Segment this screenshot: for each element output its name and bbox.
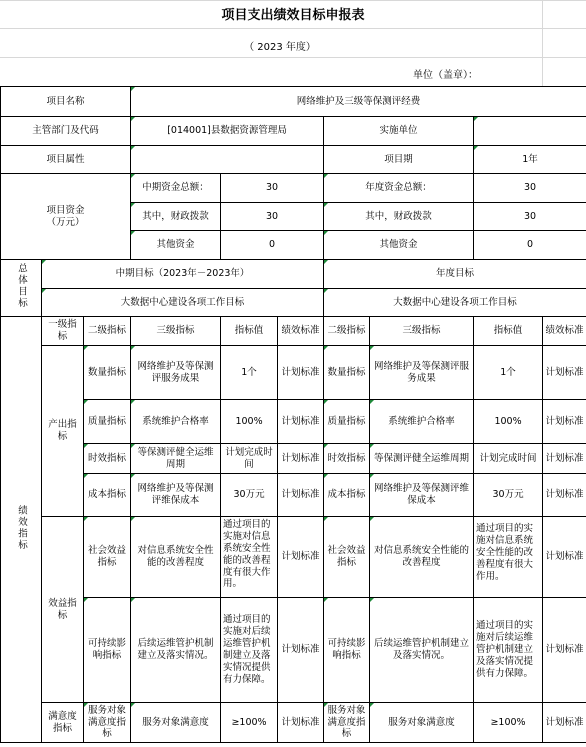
indicator-row-l2: 成本指标	[84, 474, 131, 517]
indicator-row-standard-annual[interactable]: 计划标准	[543, 474, 586, 517]
indicator-row-l2: 服务对象满意度指标	[84, 703, 131, 743]
project-funds-label: 项目资金 （万元）	[1, 174, 131, 260]
indicator-row-value[interactable]: ≥100%	[221, 703, 278, 743]
overall-target-label	[1, 260, 42, 317]
indicator-row-value-annual[interactable]: 100%	[474, 400, 543, 444]
indicator-row-l3[interactable]: 后续运维管护机制建立及落实情况。	[131, 598, 221, 703]
project-period-value[interactable]: 1年	[474, 146, 586, 174]
col-level3: 三级指标	[131, 317, 221, 346]
indicator-row-value-annual[interactable]: 1个	[474, 346, 543, 400]
indicator-row-l3-annual[interactable]: 等保测评健全运维周期	[370, 444, 474, 474]
year-fiscal-label: 其中，财政拨款	[324, 203, 474, 231]
implementing-unit-label: 实施单位	[324, 117, 474, 146]
form-title: 项目支出绩效目标申报表	[221, 8, 365, 23]
col-standard: 绩效标准	[278, 317, 324, 346]
col-level1: 一级指标	[42, 317, 84, 346]
col-level2: 二级指标	[84, 317, 131, 346]
department-label: 主管部门及代码	[1, 117, 131, 146]
indicator-row-value-annual[interactable]: 30万元	[474, 474, 543, 517]
indicator-row-l3-annual[interactable]: 对信息系统安全性能的改善程度	[370, 517, 474, 598]
project-name-value[interactable]: 网络维护及三级等保测评经费	[131, 87, 586, 117]
indicator-row-l3[interactable]: 网络维护及等保测评服务成果	[131, 346, 221, 400]
indicator-row-l3[interactable]: 等保测评健全运维周期	[131, 444, 221, 474]
indicator-row-l2-annual: 时效指标	[324, 444, 370, 474]
col-standard-annual: 绩效标准	[543, 317, 586, 346]
mid-total-value[interactable]: 30	[221, 174, 324, 203]
project-attribute-label: 项目属性	[1, 146, 131, 174]
indicator-row-standard-annual[interactable]: 计划标准	[543, 346, 586, 400]
indicator-row-standard[interactable]: 计划标准	[278, 598, 324, 703]
performance-indicator-text: 绩效指标	[15, 504, 27, 551]
col-value: 指标值	[221, 317, 278, 346]
indicator-row-standard[interactable]: 计划标准	[278, 444, 324, 474]
benefit-indicator-label: 效益指标	[42, 517, 84, 703]
indicator-row-value-annual[interactable]: ≥100%	[474, 703, 543, 743]
indicator-row-l2: 数量指标	[84, 346, 131, 400]
indicator-row-l2: 时效指标	[84, 444, 131, 474]
unit-seal-label: 单位（盖章）：	[413, 70, 478, 81]
indicator-row-standard-annual[interactable]: 计划标准	[543, 703, 586, 743]
indicator-row-l3-annual[interactable]: 后续运维管护机制建立及落实情况。	[370, 598, 474, 703]
mid-term-target-text[interactable]: 大数据中心建设各项工作目标	[42, 289, 324, 317]
year-label: （ 2023 年度）	[244, 42, 316, 53]
indicator-row-value[interactable]: 1个	[221, 346, 278, 400]
indicator-row-l2: 社会效益指标	[84, 517, 131, 598]
indicator-row-standard-annual[interactable]: 计划标准	[543, 444, 586, 474]
indicator-row-l3[interactable]: 服务对象满意度	[131, 703, 221, 743]
project-period-label: 项目期	[324, 146, 474, 174]
annual-target-text[interactable]: 大数据中心建设各项工作目标	[324, 289, 586, 317]
indicator-row-l2-annual: 社会效益指标	[324, 517, 370, 598]
indicator-row-value-annual[interactable]: 通过项目的实施对信息系统安全性能的改善程度有很大作用。	[474, 517, 543, 598]
indicator-row-standard-annual[interactable]: 计划标准	[543, 517, 586, 598]
indicator-row-standard[interactable]: 计划标准	[278, 346, 324, 400]
indicator-row-standard[interactable]: 计划标准	[278, 517, 324, 598]
indicator-row-l2: 可持续影响指标	[84, 598, 131, 703]
indicator-row-l3-annual[interactable]: 服务对象满意度	[370, 703, 474, 743]
project-name-label: 项目名称	[1, 87, 131, 117]
indicator-row-value-annual[interactable]: 通过项目的实施对后续运维管护机制建立及落实情况提供有力保障。	[474, 598, 543, 703]
output-indicator-label: 产出指标	[42, 346, 84, 517]
implementing-unit-value[interactable]	[474, 117, 586, 146]
mid-other-label: 其他资金	[131, 231, 221, 260]
performance-target-table	[0, 86, 586, 743]
indicator-row-value[interactable]: 30万元	[221, 474, 278, 517]
indicator-row-l3[interactable]: 对信息系统安全性能的改善程度	[131, 517, 221, 598]
col-level2-annual: 二级指标	[324, 317, 370, 346]
mid-fiscal-value[interactable]: 30	[221, 203, 324, 231]
indicator-row-value[interactable]: 100%	[221, 400, 278, 444]
indicator-row-standard-annual[interactable]: 计划标准	[543, 400, 586, 444]
indicator-row-value-annual[interactable]: 计划完成时间	[474, 444, 543, 474]
indicator-row-value[interactable]: 通过项目的实施对后续运维管护机制建立及落实情况提供有力保障。	[221, 598, 278, 703]
col-level3-annual: 三级指标	[370, 317, 474, 346]
mid-total-label: 中期资金总额：	[131, 174, 221, 203]
performance-indicator-label	[1, 317, 42, 743]
indicator-row-standard[interactable]: 计划标准	[278, 474, 324, 517]
indicator-row-l3[interactable]: 网络维护及等保测评维保成本	[131, 474, 221, 517]
annual-target-header: 年度目标	[324, 260, 586, 289]
indicator-row-l3-annual[interactable]: 系统维护合格率	[370, 400, 474, 444]
overall-target-text: 总体目标	[15, 263, 27, 310]
indicator-row-value[interactable]: 计划完成时间	[221, 444, 278, 474]
year-fiscal-value[interactable]: 30	[474, 203, 586, 231]
year-total-value[interactable]: 30	[474, 174, 586, 203]
year-total-label: 年度资金总额：	[324, 174, 474, 203]
indicator-row-l2-annual: 数量指标	[324, 346, 370, 400]
indicator-row-standard-annual[interactable]: 计划标准	[543, 598, 586, 703]
indicator-row-l3-annual[interactable]: 网络维护及等保测评服务成果	[370, 346, 474, 400]
year-other-label: 其他资金	[324, 231, 474, 260]
indicator-row-l2-annual: 可持续影响指标	[324, 598, 370, 703]
indicator-row-l3-annual[interactable]: 网络维护及等保测评维保成本	[370, 474, 474, 517]
satisfaction-indicator-label: 满意度指标	[42, 703, 84, 743]
indicator-row-l2: 质量指标	[84, 400, 131, 444]
indicator-row-l2-annual: 质量指标	[324, 400, 370, 444]
mid-fiscal-label: 其中，财政拨款	[131, 203, 221, 231]
indicator-row-l3[interactable]: 系统维护合格率	[131, 400, 221, 444]
indicator-row-l2-annual: 服务对象满意度指标	[324, 703, 370, 743]
indicator-row-standard[interactable]: 计划标准	[278, 703, 324, 743]
mid-term-target-header: 中期目标（2023年－2023年）	[42, 260, 324, 289]
indicator-row-value[interactable]: 通过项目的实施对信息系统安全性能的改善程度有很大作用。	[221, 517, 278, 598]
year-other-value[interactable]: 0	[474, 231, 586, 260]
project-attribute-value[interactable]	[131, 146, 324, 174]
department-value[interactable]: [014001]县数据资源管理局	[131, 117, 324, 146]
mid-other-value[interactable]: 0	[221, 231, 324, 260]
indicator-row-l2-annual: 成本指标	[324, 474, 370, 517]
col-value-annual: 指标值	[474, 317, 543, 346]
indicator-row-standard[interactable]: 计划标准	[278, 400, 324, 444]
